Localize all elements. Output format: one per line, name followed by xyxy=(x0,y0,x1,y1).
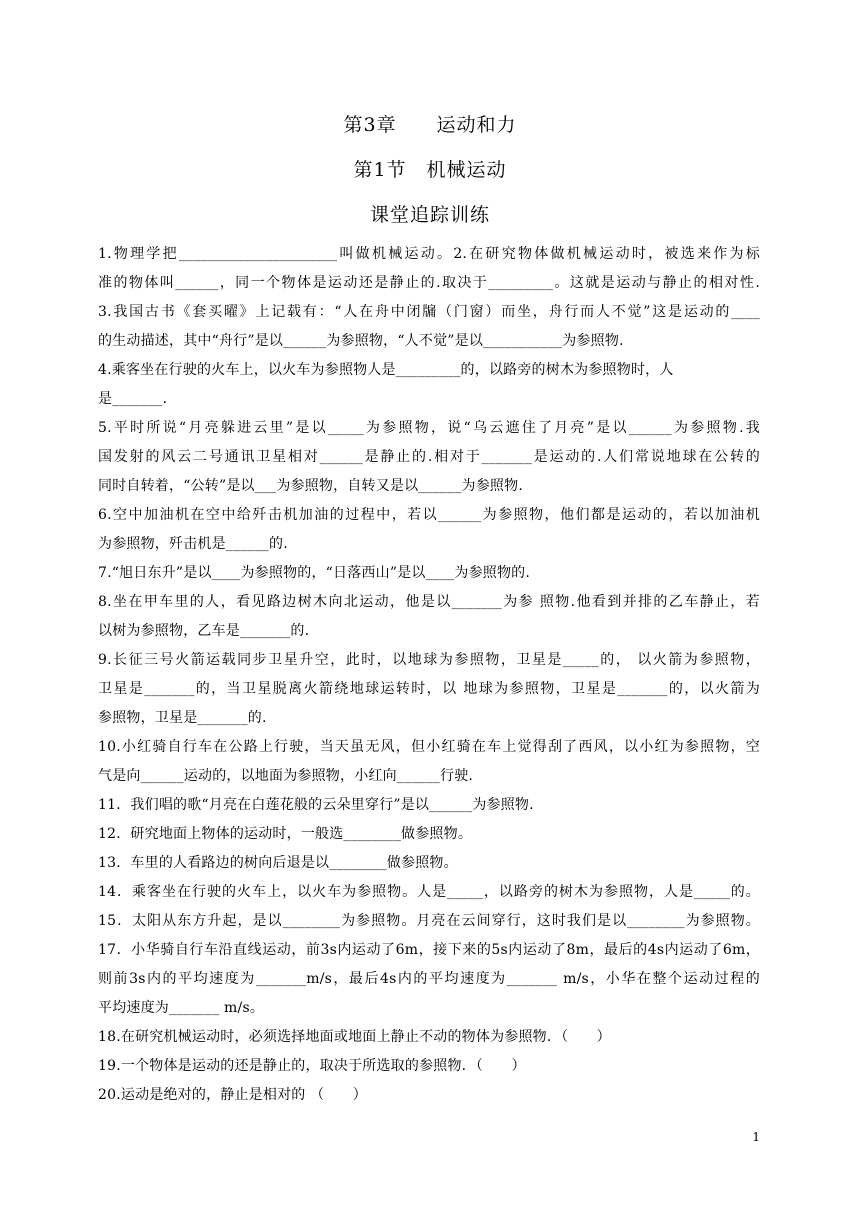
text-line: 的生动描述，其中“舟行”是以______为参照物，“人不觉”是以___________为参照物. xyxy=(98,333,624,349)
text-line: 11．我们唱的歌“月亮在白莲花般的云朵里穿行”是以______为参照物. xyxy=(98,797,534,813)
text-line: 15．太阳从东方升起，是以________为参照物。月亮在云间穿行，这时我们是以________为参照物。 xyxy=(98,913,760,929)
text-line: 平均速度为_______ m/s。 xyxy=(98,1000,265,1016)
text-line: 4.乘客坐在行驶的火车上，以火车为参照物人是_________的，以路旁的树木为参照物时，人 xyxy=(98,362,674,378)
section-title: 第1节 机械运动 xyxy=(353,159,507,181)
text-line: 则前3s内的平均速度为_______m/s，最后4s内的平均速度为_______ m/s，小华在整个运动过程的 xyxy=(98,971,760,987)
text-line: 12．研究地面上物体的运动时，一般选________做参照物。 xyxy=(98,826,473,842)
text-line: 气是向______运动的，以地面为参照物，小红向______行驶. xyxy=(98,768,474,784)
text-line: 1.物理学把______________________叫做机械运动。2.在研究物体做机械运动时，被选来作为标 xyxy=(98,246,760,262)
text-line: 18.在研究机械运动时，必须选择地面或地面上静止不动的物体为参照物．（ ） xyxy=(98,1029,611,1045)
text-line: 6.空中加油机在空中给歼击机加油的过程中，若以______为参照物，他们都是运动的，若以加油机 xyxy=(98,507,760,523)
text-line: 以树为参照物，乙车是_______的. xyxy=(98,623,310,639)
text-line: 3.我国古书《套买曜》上记载有：“人在舟中闭牖（门窗）而坐，舟行而人不觉”这是运动的____ xyxy=(98,304,760,320)
exercise-body xyxy=(98,240,760,1110)
text-line: 为参照物，歼击机是______的. xyxy=(98,536,288,552)
text-line: 7.“旭日东升”是以____为参照物的，“日落西山”是以____为参照物的. xyxy=(98,565,531,581)
text-line: 准的物体叫______，同一个物体是运动还是静止的.取决于_________。这就是运动与静止的相对性. xyxy=(98,275,760,291)
text-line: 14．乘客坐在行驶的火车上，以火车为参照物。人是_____，以路旁的树木为参照物，人是_____的。 xyxy=(98,884,760,900)
text-line: 13．车里的人看路边的树向后退是以________做参照物。 xyxy=(98,855,458,871)
text-line: 参照物，卫星是_______的. xyxy=(98,710,267,726)
exercise-heading: 课堂追踪训练 xyxy=(369,204,490,226)
text-line: 卫星是_______的，当卫星脱离火箭绕地球运转时，以 地球为参照物，卫星是_______的，以火箭为 xyxy=(98,681,760,697)
text-line: 8.坐在甲车里的人，看见路边树木向北运动，他是以_______为参 照物.他看到并排的乙车静止，若 xyxy=(98,594,760,610)
text-line: 5.平时所说“月亮躲进云里”是以_____为参照物，说“乌云遮住了月亮”是以______为参照物.我 xyxy=(98,420,760,436)
text-line: 是_______. xyxy=(98,391,168,407)
text-line: 19.一个物体是运动的还是静止的，取决于所选取的参照物．（ ） xyxy=(98,1058,526,1074)
text-line: 国发射的风云二号通讯卫星相对______是静止的.相对于_______是运动的.人们常说地球在公转的 xyxy=(98,449,760,465)
text-line: 同时自转着，“公转”是以___为参照物，自转又是以______为参照物. xyxy=(98,478,523,494)
chapter-title: 第3章 运动和力 xyxy=(343,114,517,136)
text-line: 17．小华骑自行车沿直线运动，前3s内运动了6m，接下来的5s内运动了8m，最后的4s内运动了6m， xyxy=(98,942,760,958)
text-line: 10.小红骑自行车在公路上行驶，当天虽无风，但小红骑在车上觉得刮了西风，以小红为参照物，空 xyxy=(98,739,760,755)
page-number: 1 xyxy=(752,1130,760,1144)
text-line: 9.长征三号火箭运载同步卫星升空，此时，以地球为参照物，卫星是_____的， 以火箭为参照物， xyxy=(98,652,760,668)
text-line: 20.运动是绝对的，静止是相对的 （ ） xyxy=(98,1087,367,1103)
